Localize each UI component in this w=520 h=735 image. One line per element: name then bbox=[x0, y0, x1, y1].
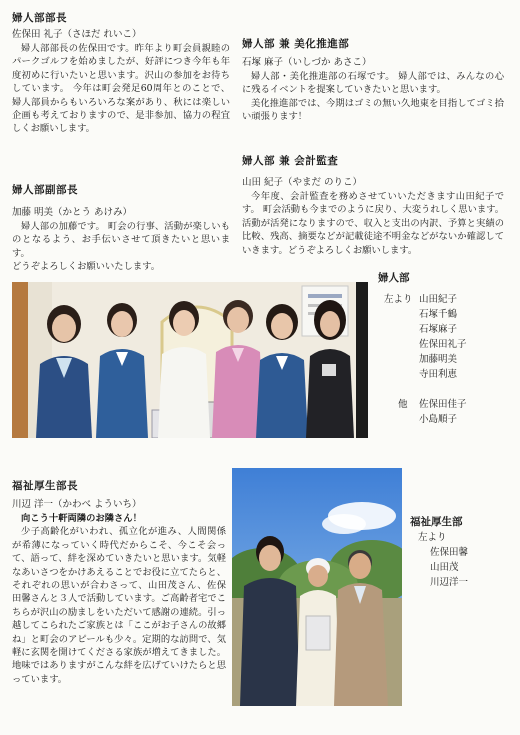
section-heading-kansa: 婦人部 兼 会計監査 bbox=[242, 155, 339, 167]
section-body-kansa bbox=[242, 190, 504, 257]
fukushi-group-photo-illustration bbox=[232, 468, 402, 706]
fukushi-caption-title: 福祉厚生部 bbox=[410, 516, 463, 528]
person-name-sahoda-reiko: 佐保田 礼子（さほだ れいこ） bbox=[12, 29, 142, 40]
caption-name: 小島順子 bbox=[419, 414, 458, 425]
caption-name: 川辺洋一 bbox=[430, 577, 469, 588]
caption-name: 寺田利恵 bbox=[419, 369, 458, 380]
section-body-fujinfukubucho bbox=[12, 220, 230, 274]
person-name-yamada-noriko: 山田 紀子（やまだ のりこ） bbox=[242, 177, 363, 188]
caption-name: 佐保田佳子 bbox=[419, 399, 467, 410]
caption-name: 山田紀子 bbox=[419, 294, 458, 305]
paragraph: 婦人部部長の佐保田です。昨年より町会員親睦のパークゴルフを始めましたが、好評につき今年も年度初めに行いたいと思います。沢山の参加をお待ちしています。 今年は町会発足60周年とのことで、婦人部員からもいろいろな案があり、秋には楽しい企画も考えておりますので、是非参加、協力の程宜しくお願いします。 bbox=[12, 43, 230, 135]
person-name-kawabe-yoichi: 川辺 洋一（かわべ よういち） bbox=[12, 499, 142, 510]
fukushi-caption-names bbox=[430, 545, 468, 590]
fujin-caption-title: 婦人部 bbox=[378, 272, 410, 284]
lead-line: 向こう十軒両隣のお隣さん！ bbox=[21, 513, 142, 524]
caption-name: 石塚麻子 bbox=[419, 324, 458, 335]
caption-name: 山田茂 bbox=[430, 562, 459, 573]
caption-name: 佐保田礼子 bbox=[419, 339, 467, 350]
paragraph: 美化推進部では、今期はゴミの無い久地東を目指してゴミ拾い頑張ります！ bbox=[242, 97, 504, 123]
section-heading-bika: 婦人部 兼 美化推進部 bbox=[242, 38, 350, 50]
section-heading-fujinbucho: 婦人部部長 bbox=[12, 12, 67, 24]
caption-name: 佐保田馨 bbox=[430, 547, 469, 558]
fujin-caption-left-label: 左より bbox=[384, 294, 413, 305]
fujin-group-photo-illustration bbox=[12, 282, 368, 438]
person-name-kato-akemi: 加藤 明美（かとう あけみ） bbox=[12, 207, 133, 218]
caption-name: 加藤明美 bbox=[419, 354, 458, 365]
paragraph: 今年度、会計監査を務めさせていいただきます山田紀子です。 町会活動も今までのように戻り、大変うれしく思います。活動が活発になりますので、収入と支出の内訳、予算と実績の比較、残高、摘要などが記載徒途不明金などがないか確認していきます。どうぞよろしくお願いします。 bbox=[242, 191, 504, 256]
fukushi-group-photo bbox=[232, 468, 402, 706]
fujin-caption-names bbox=[419, 292, 467, 382]
section-body-bika bbox=[242, 70, 504, 124]
paragraph: 婦人部の加藤です。 町会の行事、活動が楽しいものとなるよう、お手伝いさせて頂きたいと思います。 bbox=[12, 221, 230, 259]
paragraph: 婦人部・美化推進部の石塚です。 婦人部では、みんなの心に残るイベントを提案していきたいと思います。 bbox=[242, 71, 504, 96]
paragraph: どうぞよろしくお願いいたします。 bbox=[12, 261, 161, 273]
fujin-caption-others bbox=[419, 397, 467, 427]
section-heading-fujinfukubucho: 婦人部副部長 bbox=[12, 184, 78, 196]
person-name-ishizuka-asako: 石塚 麻子（いしづか あさこ） bbox=[242, 57, 372, 68]
section-body-fukushi bbox=[12, 512, 226, 686]
section-body-fujinbucho bbox=[12, 42, 230, 136]
fujin-group-photo bbox=[12, 282, 368, 438]
caption-name: 石塚千鶴 bbox=[419, 309, 458, 320]
fukushi-caption-left-label: 左より bbox=[418, 532, 447, 543]
fujin-caption-other-label: 他 bbox=[398, 399, 408, 410]
paragraph: 少子高齢化がいわれ、孤立化が進み、人間関係が希薄になっていく時代だからこそ、今こそ会って、語って、絆を深めていきたいと思います。気軽なあいさつをかけあえることでお役に立てたらと、それぞれの思いが合わさって、山田茂さん、佐保田馨さんと３人で活動しています。ご高齢者宅でこちらが沢山の励ましをいただいて感謝の連続。引っ越してこられたご家族とは「ここがお子さんの故郷ね」と町会のアピールも少々。定期的な訪問で、気軽に玄関を開けてくださる家族が増えてきました。地味ではありますがこんな絆を広げていけたらと思っています。 bbox=[12, 526, 226, 685]
section-heading-fukushi: 福祉厚生部長 bbox=[12, 480, 78, 492]
